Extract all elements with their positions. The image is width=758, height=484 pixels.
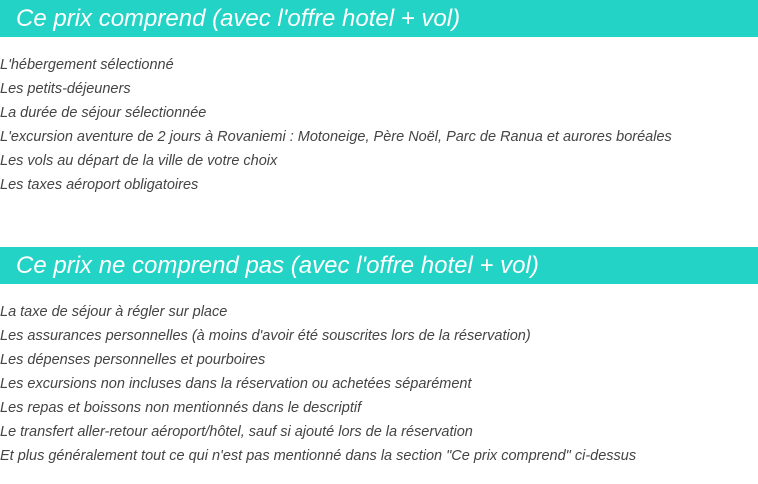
price-excludes-heading: Ce prix ne comprend pas (avec l'offre hotel + vol) [0,247,758,284]
list-item: Les dépenses personnelles et pourboires [0,352,266,368]
price-excludes-list [0,300,758,468]
list-item: Les assurances personnelles (à moins d'avoir été souscrites lors de la réservation) [0,328,531,344]
price-includes-list [0,53,758,197]
list-item: Les repas et boissons non mentionnés dans le descriptif [0,400,362,416]
list-item: La taxe de séjour à régler sur place [0,304,228,320]
price-includes-heading: Ce prix comprend (avec l'offre hotel + vol) [0,0,758,37]
list-item: L'excursion aventure de 2 jours à Rovaniemi : Motoneige, Père Noël, Parc de Ranua et aurores boréales [0,129,672,145]
list-item: Et plus généralement tout ce qui n'est pas mentionné dans la section "Ce prix comprend" ci-dessus [0,448,637,464]
list-item: Le transfert aller-retour aéroport/hôtel, sauf si ajouté lors de la réservation [0,424,473,440]
list-item: Les petits-déjeuners [0,81,131,97]
list-item: L'hébergement sélectionné [0,57,174,73]
list-item: Les taxes aéroport obligatoires [0,177,199,193]
list-item: Les excursions non incluses dans la réservation ou achetées séparément [0,376,472,392]
list-item: Les vols au départ de la ville de votre choix [0,153,278,169]
list-item: La durée de séjour sélectionnée [0,105,207,121]
